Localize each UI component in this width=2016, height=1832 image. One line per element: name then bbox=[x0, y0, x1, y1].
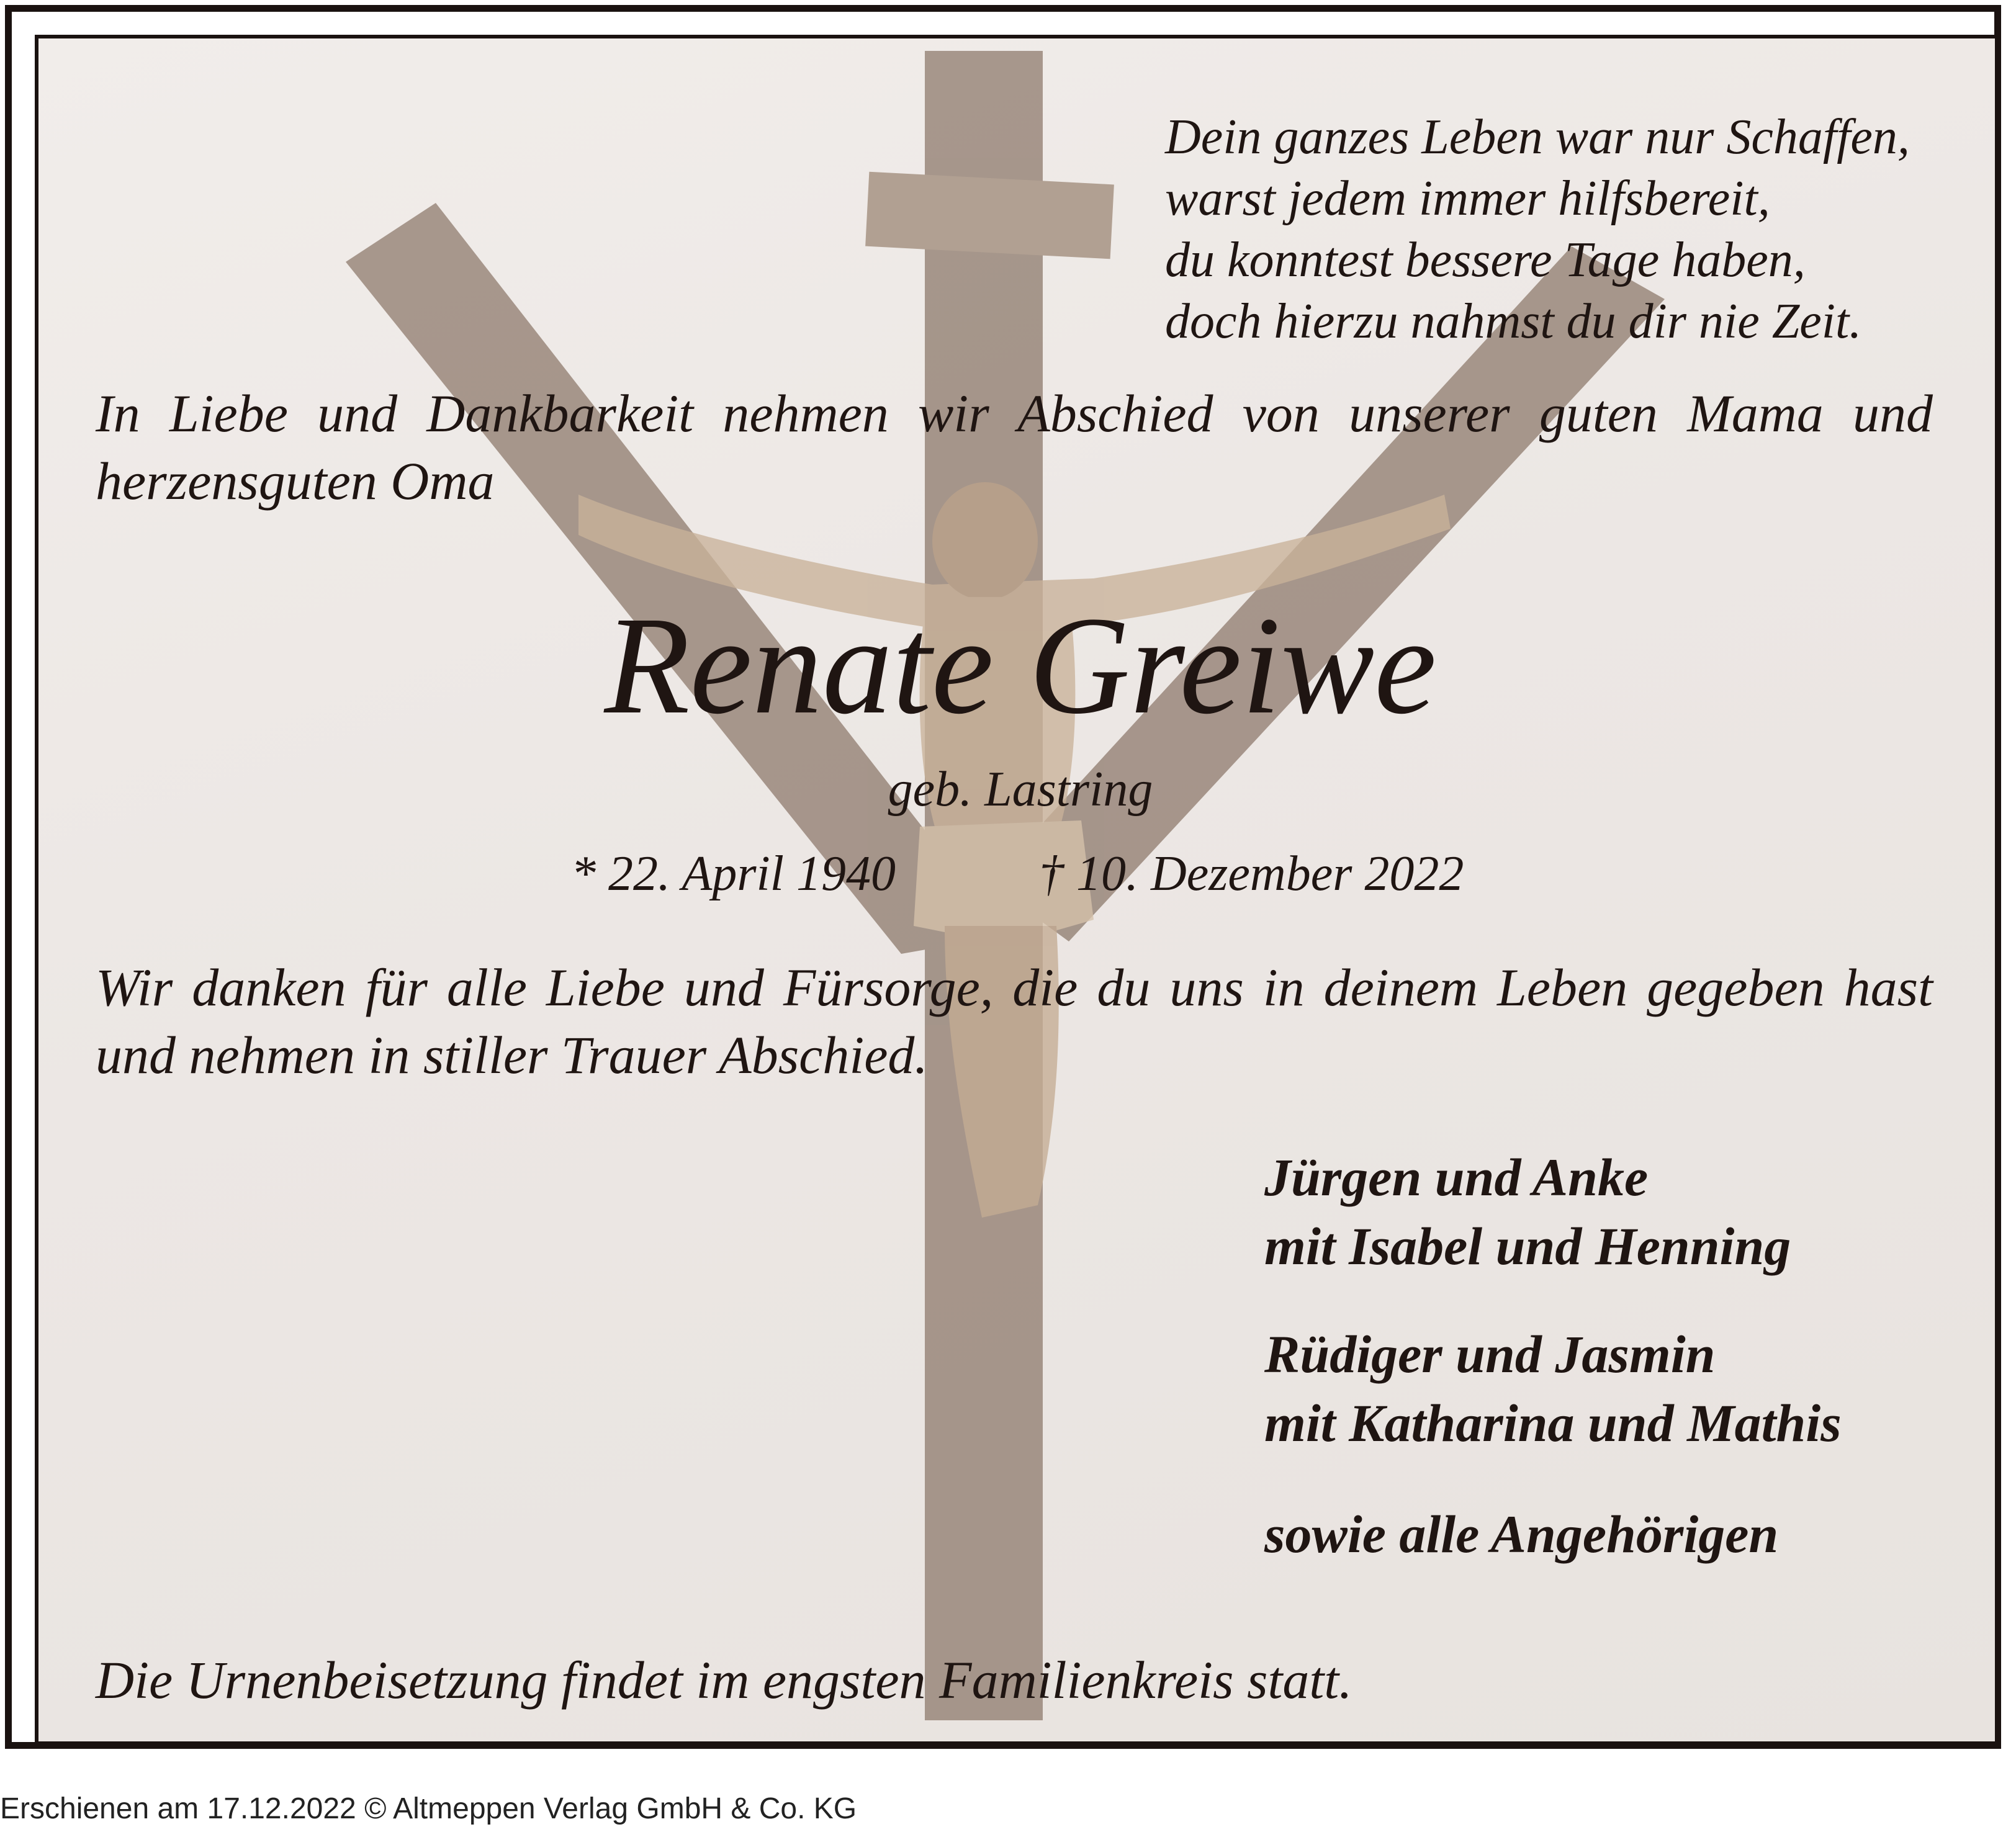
birth-name: geb. Lastring bbox=[888, 762, 1153, 817]
poem bbox=[1165, 107, 1910, 352]
cross-title-plaque bbox=[865, 172, 1114, 259]
poem-line: warst jedem immer hilfsbereit, bbox=[1165, 171, 1770, 226]
poem-line: Dein ganzes Leben war nur Schaffen, bbox=[1165, 110, 1910, 164]
poem-line: doch hierzu nahmst du dir nie Zeit. bbox=[1165, 294, 1862, 349]
intro-text: In Liebe und Dankbarkeit nehmen wir Abschied von unserer guten Mama und herzensguten Oma bbox=[96, 384, 1933, 511]
death-date: † 10. Dezember 2022 bbox=[1039, 846, 1464, 901]
poem-line: du konntest bessere Tage haben, bbox=[1165, 233, 1806, 287]
thanks-text: Wir danken für alle Liebe und Fürsorge, die du uns in deinem Leben gegeben hast und nehmen in stiller Trauer Abschied. bbox=[96, 958, 1933, 1085]
family-group bbox=[1264, 1320, 1842, 1458]
notice-panel bbox=[35, 35, 1999, 1745]
family-line: Rüdiger und Jasmin bbox=[1264, 1324, 1716, 1384]
family-line: Jürgen und Anke bbox=[1264, 1147, 1649, 1207]
birth-date: * 22. April 1940 bbox=[571, 846, 896, 901]
family-group bbox=[1264, 1143, 1791, 1281]
cross-left-arm bbox=[346, 203, 1007, 954]
family-line: mit Katharina und Mathis bbox=[1264, 1393, 1842, 1453]
family-line: mit Isabel und Henning bbox=[1264, 1216, 1791, 1276]
closing-text: Die Urnenbeisetzung findet im engsten Familienkreis statt. bbox=[96, 1650, 1352, 1710]
outer-frame bbox=[5, 5, 2001, 1749]
family-group bbox=[1264, 1500, 1778, 1569]
family-line: sowie alle Angehörigen bbox=[1264, 1504, 1779, 1564]
deceased-name: Renate Greiwe bbox=[604, 588, 1437, 743]
publication-footer: Erschienen am 17.12.2022 © Altmeppen Verlag GmbH & Co. KG bbox=[0, 1792, 857, 1825]
